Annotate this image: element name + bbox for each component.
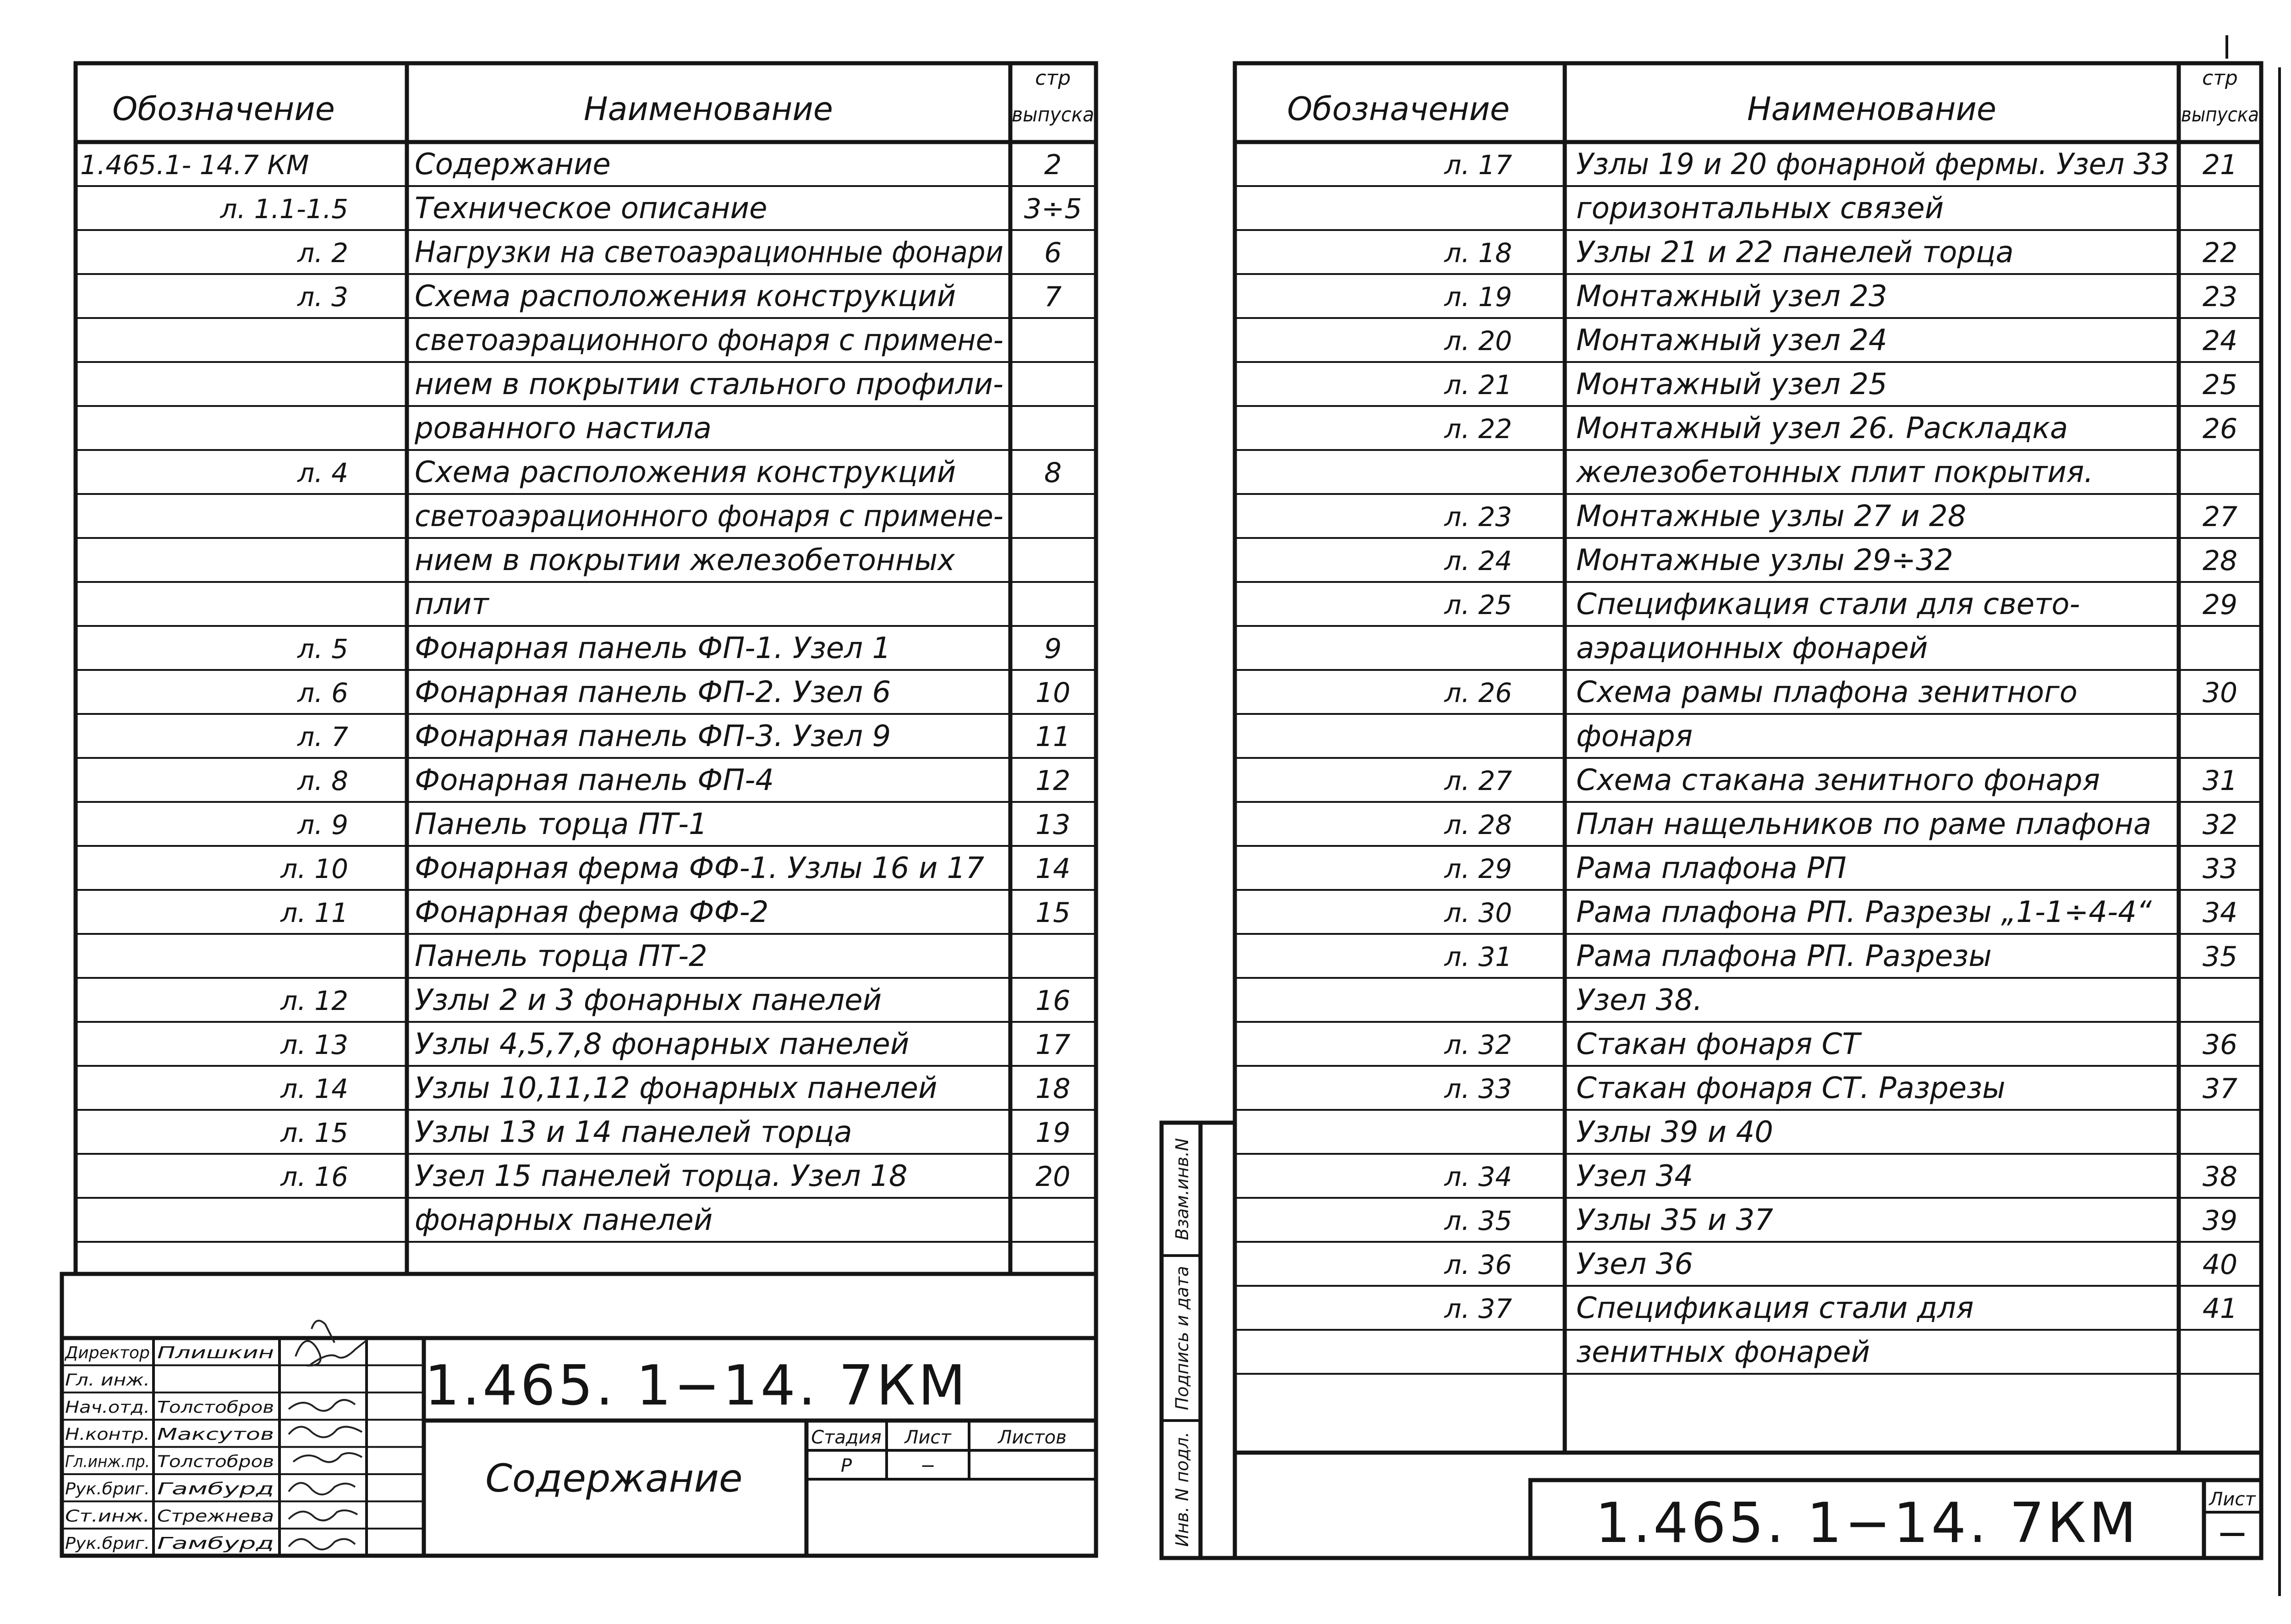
left-row (415, 543, 955, 577)
row-name: Монтажный узел 23 (1576, 280, 1887, 313)
side-label-signature-date: Подпись и дата (1172, 1266, 1192, 1410)
row-name: Панель торца ПТ-2 (415, 939, 707, 973)
row-code: л. 29 (1444, 853, 1512, 884)
row-page: 10 (1035, 677, 1071, 709)
row-page: 37 (2202, 1073, 2238, 1105)
row-page: 20 (1035, 1161, 1071, 1193)
row-code: л. 3 (297, 281, 348, 313)
row-page: 7 (1044, 281, 1062, 313)
row-page: 14 (1035, 853, 1071, 885)
left-row (280, 1027, 1070, 1061)
row-page: 29 (2202, 589, 2238, 621)
row-page: 6 (1044, 237, 1062, 269)
signer-name: Гамбурд (157, 1534, 274, 1553)
row-page: 41 (2202, 1293, 2238, 1325)
left-row (415, 1203, 713, 1237)
signer-name: Стрежнева (157, 1507, 274, 1526)
row-page: 3÷5 (1024, 193, 1082, 225)
row-name: Узел 38. (1576, 983, 1703, 1017)
document-code-right: 1.465. 1−14. 7КМ (1595, 1492, 2139, 1555)
left-row (297, 455, 1062, 489)
right-row (1575, 455, 2094, 489)
stamp-signer (65, 1425, 274, 1444)
row-page: 2 (1044, 149, 1062, 181)
left-row (297, 631, 1062, 665)
row-name: Техническое описание (415, 192, 767, 225)
right-header-designation: Обозначение (1287, 90, 1510, 128)
row-name: Фонарная панель ФП-3. Узел 9 (415, 719, 891, 753)
row-page: 26 (2202, 413, 2238, 445)
sheets-header: Листов (998, 1427, 1067, 1448)
row-name: нием в покрытии стального профили- (415, 368, 1003, 401)
row-page: 39 (2202, 1205, 2238, 1237)
left-row (280, 1159, 1070, 1193)
row-name: железобетонных плит покрытия. (1576, 455, 2094, 489)
signer-role: Рук.бриг. (65, 1534, 150, 1553)
left-row (297, 280, 1062, 313)
row-code: л. 19 (1444, 281, 1512, 313)
left-header-designation: Обозначение (112, 90, 335, 128)
row-name: Стакан фонаря СТ. Разрезы (1576, 1071, 2006, 1105)
right-row (1576, 983, 1702, 1017)
row-name: Спецификация стали для свето- (1576, 587, 2080, 621)
right-sheet-value: − (2216, 1511, 2249, 1556)
left-row (280, 1071, 1070, 1105)
row-name: Узлы 21 и 22 панелей торца (1576, 236, 2014, 269)
row-page: 17 (1035, 1029, 1071, 1061)
sheet-value: − (920, 1455, 936, 1476)
row-page: 21 (2202, 149, 2238, 181)
left-row (415, 499, 1003, 533)
row-name: Монтажные узлы 27 и 28 (1576, 499, 1967, 533)
row-name: Схема расположения конструкций (415, 455, 956, 489)
row-name: Рама плафона РП. Разрезы „1-1÷4-4“ (1576, 895, 2152, 929)
right-header-name: Наименование (1747, 90, 1996, 128)
stamp-signer (64, 1344, 274, 1362)
row-name: Узел 36 (1576, 1247, 1694, 1281)
row-code: л. 27 (1444, 765, 1512, 796)
row-page: 33 (2202, 853, 2238, 885)
right-row (1576, 192, 1944, 225)
row-page: 35 (2202, 941, 2238, 973)
left-row (280, 895, 1070, 929)
row-code: л. 28 (1444, 809, 1512, 840)
row-page: 8 (1044, 457, 1062, 489)
document-title: Содержание (485, 1456, 743, 1501)
left-row (297, 236, 1062, 269)
row-code: л. 35 (1444, 1205, 1512, 1236)
row-name: Спецификация стали для (1576, 1291, 1974, 1325)
left-row (415, 368, 1003, 401)
row-name: Схема стакана зенитного фонаря (1576, 763, 2100, 797)
row-page: 36 (2202, 1029, 2238, 1061)
row-name: Схема расположения конструкций (415, 280, 956, 313)
row-page: 27 (2202, 501, 2238, 533)
row-name: Фонарная панель ФП-2. Узел 6 (415, 675, 891, 709)
row-page: 31 (2202, 765, 2238, 797)
row-name: Рама плафона РП (1576, 851, 1847, 885)
signer-role: Гл.инж.пр. (65, 1452, 150, 1471)
right-sheet-label: Лист (2209, 1489, 2256, 1510)
left-row (280, 1115, 1070, 1149)
row-code: л. 14 (280, 1073, 348, 1104)
row-name: горизонтальных связей (1576, 192, 1944, 225)
row-name: Фонарная ферма ФФ-2 (415, 895, 769, 929)
row-code: л. 18 (1444, 237, 1512, 269)
row-page: 9 (1044, 633, 1062, 665)
left-row (220, 192, 1082, 225)
row-name: Монтажный узел 26. Раскладка (1576, 411, 2068, 445)
stamp-signer (65, 1371, 150, 1389)
signer-name: Максутов (157, 1425, 274, 1444)
side-label-replaced: Взам.инв.N (1172, 1138, 1192, 1240)
row-page: 16 (1035, 985, 1071, 1017)
stamp-signer (65, 1534, 274, 1553)
left-row (80, 148, 1062, 181)
side-label-inventory: Инв. N подл. (1172, 1432, 1192, 1547)
row-name: рованного настила (415, 411, 712, 445)
row-code: л. 10 (280, 853, 348, 884)
row-code: л. 16 (280, 1161, 348, 1192)
row-name: Узлы 35 и 37 (1576, 1203, 1773, 1237)
row-name: Узел 34 (1576, 1159, 1694, 1193)
left-row (415, 324, 1003, 357)
row-name: Рама плафона РП. Разрезы (1576, 939, 1992, 973)
row-page: 34 (2202, 897, 2238, 929)
row-code: л. 17 (1444, 149, 1512, 181)
row-code: л. 36 (1444, 1249, 1512, 1280)
row-page: 15 (1035, 897, 1071, 929)
row-page: 32 (2202, 809, 2238, 841)
left-header-page-bottom: выпуска (1012, 103, 1094, 126)
row-name: Фонарная панель ФП-1. Узел 1 (415, 631, 891, 665)
row-code: л. 24 (1444, 545, 1512, 576)
left-rows (80, 148, 1082, 1237)
row-code: л. 15 (280, 1117, 348, 1148)
row-code: л. 22 (1444, 413, 1512, 444)
row-code: л. 25 (1444, 589, 1512, 620)
row-page: 23 (2202, 281, 2238, 313)
left-row (297, 807, 1070, 841)
left-row (280, 983, 1070, 1017)
signer-role: Директор (64, 1344, 150, 1362)
row-name: Монтажный узел 25 (1576, 368, 1887, 401)
row-page: 22 (2202, 237, 2238, 269)
row-code: л. 33 (1444, 1073, 1512, 1104)
stamp-row-lines (62, 1365, 424, 1528)
signer-role: Рук.бриг. (65, 1480, 150, 1498)
row-code: л. 21 (1444, 369, 1512, 401)
row-name: Узлы 2 и 3 фонарных панелей (415, 983, 882, 1017)
row-name: Панель торца ПТ-1 (415, 807, 707, 841)
right-row (1576, 631, 1928, 665)
row-code: л. 20 (1444, 325, 1512, 357)
sheet-header: Лист (904, 1427, 951, 1448)
stamp-signer (65, 1453, 274, 1471)
row-name: аэрационных фонарей (1576, 631, 1928, 665)
row-name: План нащельников по раме плафона (1576, 807, 2152, 841)
row-code: л. 31 (1444, 941, 1512, 972)
row-name: Узлы 4,5,7,8 фонарных панелей (415, 1027, 910, 1061)
row-name: светоаэрационного фонаря с примене- (415, 324, 1003, 357)
row-code: л. 7 (297, 721, 348, 752)
row-name: Стакан фонаря СТ (1576, 1027, 1860, 1061)
row-code: л. 37 (1444, 1293, 1512, 1324)
stamp-signer (65, 1480, 274, 1498)
row-page: 38 (2202, 1161, 2238, 1193)
signer-role: Нач.отд. (65, 1398, 150, 1417)
row-code: л. 11 (280, 897, 348, 928)
row-code: л. 9 (297, 809, 348, 840)
left-row (297, 719, 1070, 753)
row-code: л. 8 (297, 765, 348, 796)
row-name: Узел 15 панелей торца. Узел 18 (415, 1159, 908, 1193)
row-code: л. 13 (280, 1029, 348, 1060)
row-code: л. 5 (297, 633, 348, 664)
row-code: л. 2 (297, 237, 348, 269)
row-page: 40 (2202, 1249, 2238, 1281)
row-code: л. 1.1-1.5 (220, 193, 348, 225)
row-code: л. 6 (297, 677, 348, 708)
row-page: 24 (2202, 325, 2238, 357)
row-name: Содержание (415, 148, 611, 181)
row-name: Узлы 10,11,12 фонарных панелей (415, 1071, 937, 1105)
row-name: зенитных фонарей (1576, 1335, 1870, 1369)
row-page: 25 (2202, 369, 2238, 401)
row-code: л. 34 (1444, 1161, 1512, 1192)
left-header-page-top: стр (1035, 66, 1071, 90)
row-name: нием в покрытии железобетонных (415, 543, 955, 577)
left-row (415, 587, 489, 621)
document-code: 1.465. 1−14. 7КМ (424, 1354, 969, 1418)
left-row (297, 675, 1070, 709)
stage-value: Р (840, 1455, 852, 1476)
left-row (280, 851, 1070, 885)
right-header-page-top: стр (2202, 66, 2238, 90)
row-name: Нагрузки на светоаэрационные фонари (415, 236, 1003, 269)
left-row (415, 939, 707, 973)
row-page: 18 (1035, 1073, 1071, 1105)
row-name: Узлы 13 и 14 панелей торца (415, 1115, 852, 1149)
right-row (1576, 1335, 1870, 1369)
stamp-signer (65, 1507, 274, 1525)
signer-name: Плишкин (157, 1344, 274, 1362)
right-header-page-bottom: выпуска (2181, 103, 2259, 126)
row-page: 28 (2202, 545, 2238, 577)
signatures (289, 1321, 367, 1549)
right-row (1576, 719, 1693, 753)
row-code: 1.465.1- 14.7 КМ (80, 149, 309, 181)
row-name: Фонарная панель ФП-4 (415, 763, 774, 797)
row-name: фонаря (1576, 719, 1693, 753)
row-page: 13 (1035, 809, 1071, 841)
row-name: Монтажный узел 24 (1576, 324, 1887, 357)
row-code: л. 12 (280, 985, 348, 1016)
row-code: л. 23 (1444, 501, 1512, 532)
signer-name: Толстобров (157, 1398, 274, 1417)
left-header-name: Наименование (584, 90, 833, 128)
row-page: 19 (1035, 1117, 1071, 1149)
row-page: 11 (1035, 721, 1071, 753)
right-row (1576, 1115, 1773, 1149)
row-name: светоаэрационного фонаря с примене- (415, 499, 1003, 533)
row-page: 12 (1035, 765, 1071, 797)
row-code: л. 30 (1444, 897, 1512, 928)
row-name: фонарных панелей (415, 1203, 713, 1237)
row-name: Узлы 19 и 20 фонарной фермы. Узел 33 (1576, 148, 2170, 181)
stamp-signer (65, 1398, 274, 1417)
row-name: Монтажные узлы 29÷32 (1576, 543, 1953, 577)
row-name: плит (415, 587, 489, 621)
row-page: 30 (2202, 677, 2238, 709)
signer-role: Гл. инж. (65, 1371, 150, 1390)
stamp-rows (64, 1344, 274, 1553)
row-code: л. 32 (1444, 1029, 1512, 1060)
row-code: л. 4 (297, 457, 348, 488)
row-name: Узлы 39 и 40 (1576, 1115, 1773, 1149)
left-row (297, 763, 1070, 797)
row-code: л. 26 (1444, 677, 1512, 708)
left-row (414, 411, 712, 445)
signer-name: Гамбурд (157, 1480, 274, 1498)
row-name: Фонарная ферма ФФ-1. Узлы 16 и 17 (415, 851, 985, 885)
row-name: Схема рамы плафона зенитного (1576, 675, 2077, 709)
stage-header: Стадия (811, 1427, 882, 1448)
signer-role: Н.контр. (65, 1425, 150, 1444)
signer-role: Ст.инж. (65, 1507, 150, 1526)
signer-name: Толстобров (157, 1452, 274, 1471)
